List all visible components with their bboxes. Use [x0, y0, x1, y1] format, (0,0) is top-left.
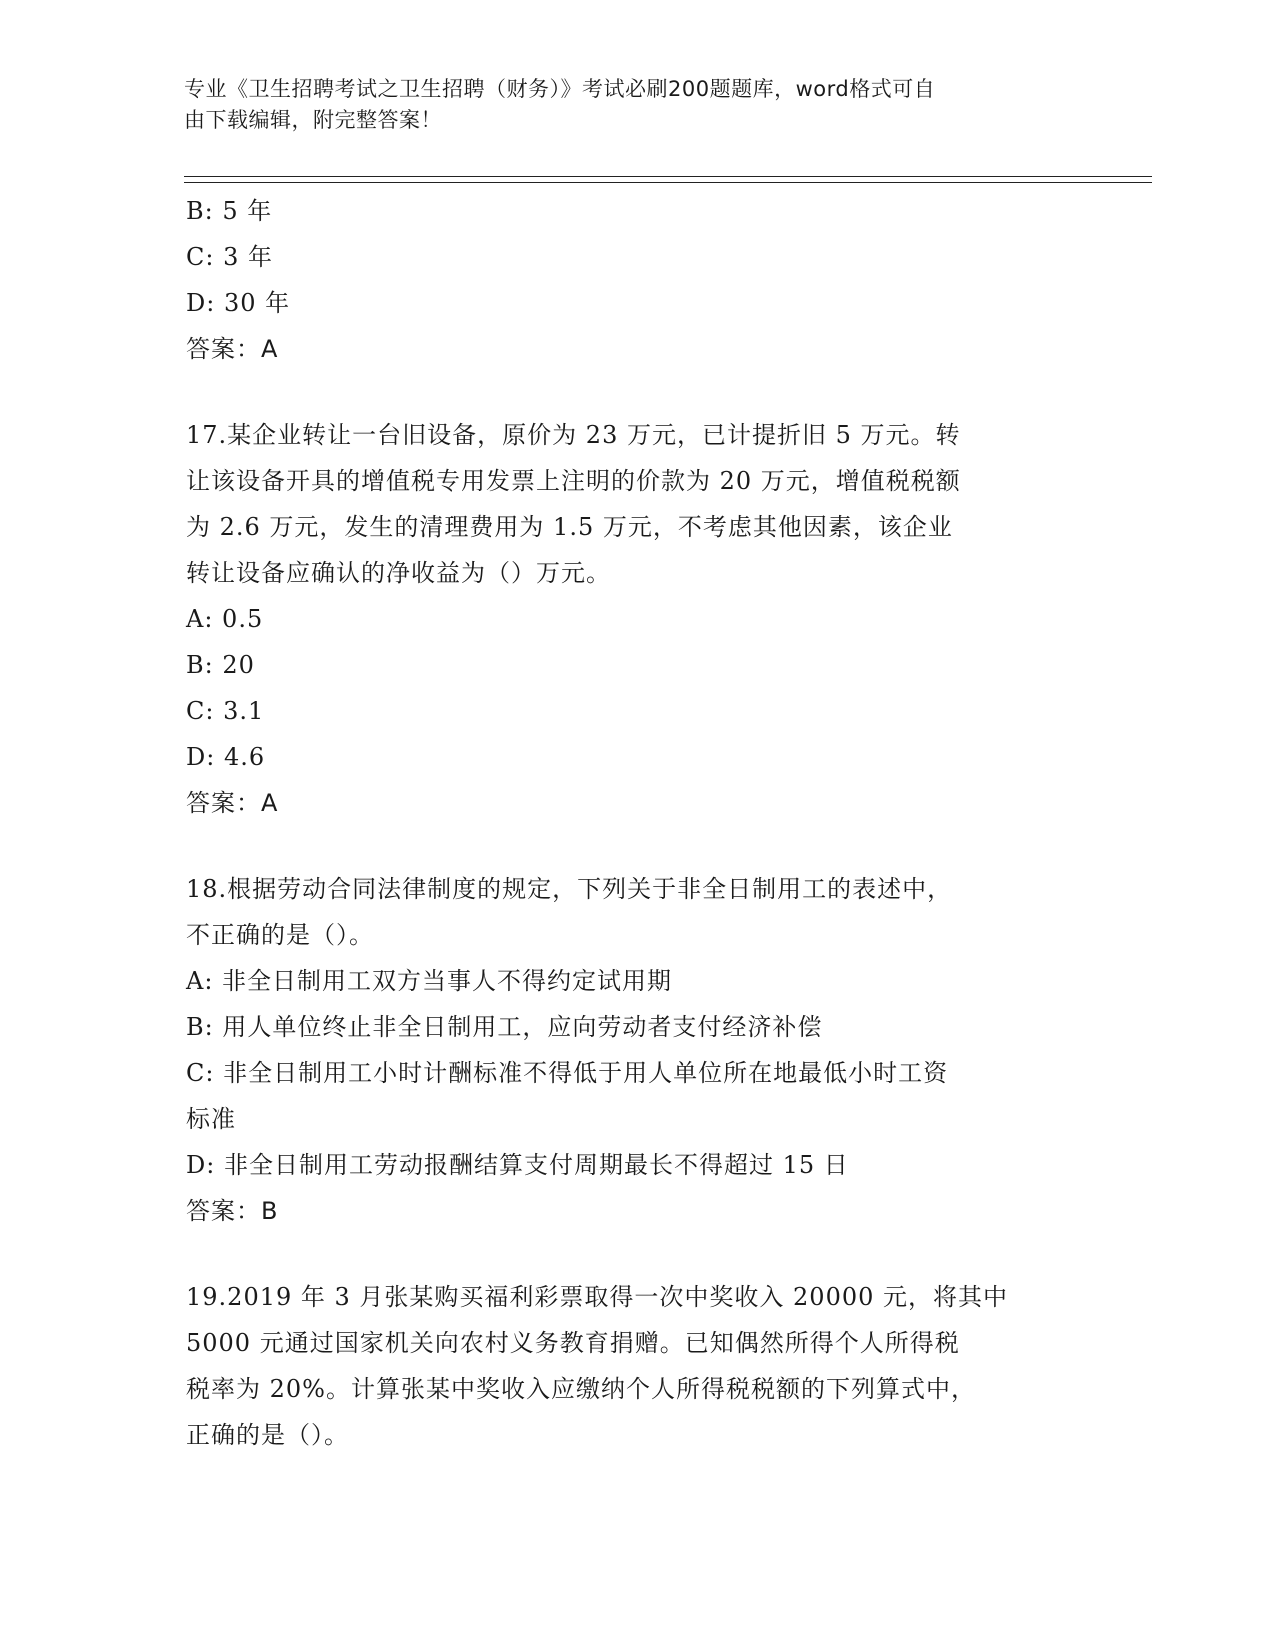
- q18-option-c: C: 非全日制用工小时计酬标准不得低于用人单位所在地最低小时工资: [186, 1059, 949, 1087]
- q19-stem-line-4: 正确的是（）。: [186, 1421, 349, 1449]
- q17-option-a: A: 0.5: [186, 605, 264, 633]
- q18-stem-line-2: 不正确的是（）。: [186, 921, 374, 949]
- spacer: [186, 826, 1076, 866]
- spacer: [186, 1234, 1076, 1274]
- q18-option-a: A: 非全日制用工双方当事人不得约定试用期: [186, 967, 673, 995]
- q18-answer: 答案：B: [186, 1197, 279, 1225]
- q16-option-d: D: 30 年: [186, 289, 291, 317]
- q16-option-b: B: 5 年: [186, 197, 273, 225]
- q19-stem-line-3: 税率为 20%。计算张某中奖收入应缴纳个人所得税税额的下列算式中，: [186, 1375, 976, 1403]
- q18-stem-line-1: 18.根据劳动合同法律制度的规定，下列关于非全日制用工的表述中，: [186, 875, 953, 903]
- q17-option-c: C: 3.1: [186, 697, 265, 725]
- spacer: [186, 372, 1076, 412]
- q17-stem-line-4: 转让设备应确认的净收益为（）万元。: [186, 559, 611, 587]
- q18-option-b: B: 用人单位终止非全日制用工，应向劳动者支付经济补偿: [186, 1013, 823, 1041]
- q17-stem-line-2: 让该设备开具的增值税专用发票上注明的价款为 20 万元，增值税税额: [186, 467, 961, 495]
- q17-option-b: B: 20: [186, 651, 255, 679]
- q17-stem-line-1: 17.某企业转让一台旧设备，原价为 23 万元，已计提折旧 5 万元。转: [186, 421, 961, 449]
- question-17: [186, 412, 1076, 826]
- q17-stem-line-3: 为 2.6 万元，发生的清理费用为 1.5 万元，不考虑其他因素，该企业: [186, 513, 953, 541]
- q16-option-c: C: 3 年: [186, 243, 273, 271]
- header-rule-top: [184, 176, 1152, 177]
- header-line-2: 由下载编辑，附完整答案！: [184, 108, 442, 132]
- q17-answer: 答案：A: [186, 789, 279, 817]
- question-16-tail: [186, 188, 1076, 372]
- question-18: [186, 866, 1076, 1234]
- document-header: [184, 74, 1064, 136]
- q18-option-d: D: 非全日制用工劳动报酬结算支付周期最长不得超过 15 日: [186, 1151, 849, 1179]
- header-line-1: 专业《卫生招聘考试之卫生招聘（财务）》考试必刷200题题库，word格式可自: [184, 77, 936, 101]
- header-rule-bottom: [184, 182, 1152, 183]
- question-content: [186, 188, 1076, 1458]
- q16-answer: 答案：A: [186, 335, 279, 363]
- q19-stem-line-1: 19.2019 年 3 月张某购买福利彩票取得一次中奖收入 20000 元，将其中: [186, 1283, 1009, 1311]
- q17-option-d: D: 4.6: [186, 743, 266, 771]
- q19-stem-line-2: 5000 元通过国家机关向农村义务教育捐赠。已知偶然所得个人所得税: [186, 1329, 960, 1357]
- question-19: [186, 1274, 1076, 1458]
- q18-option-c-continued: 标准: [186, 1105, 236, 1133]
